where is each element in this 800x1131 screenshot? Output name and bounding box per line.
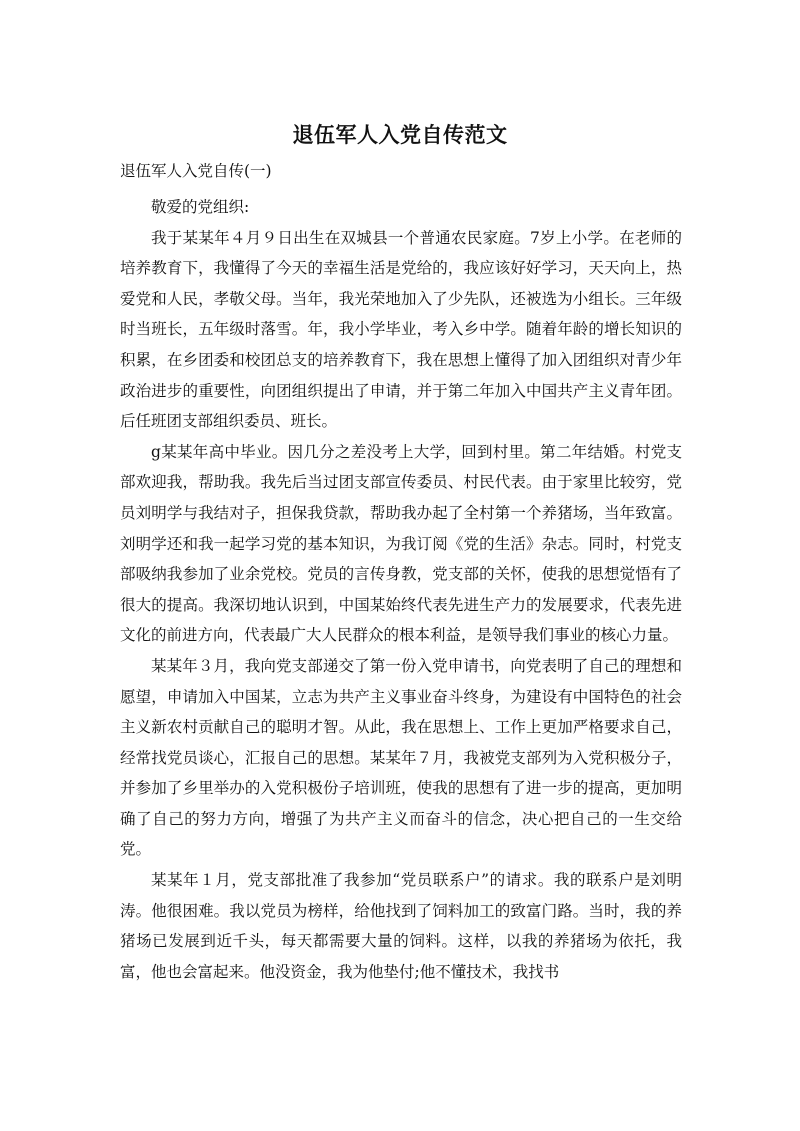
- body-paragraph: 某某年１月，党支部批准了我参加“党员联系户”的请求。我的联系户是刘明涛。他很困难。我以党员为榜样，给他找到了饲料加工的致富门路。当时，我的养猪场已发展到近千头，每天都需要大量的饲料。这样，以我的养猪场为依托，我富，他也会富起来。他没资金，我为他垫付;他不懂技术，我找书: [120, 871, 682, 981]
- body-paragraph: 某某年３月，我向党支部递交了第一份入党申请书，向党表明了自己的理想和愿望，申请加入中国某，立志为共产主义事业奋斗终身，为建设有中国特色的社会主义新农村贡献自己的聪明才智。从此，我在思想上、工作上更加严格要求自己，经常找党员谈心，汇报自己的思想。某某年７月，我被党支部列为入党积极分子，并参加了乡里举办的入党积极份子培训班，使我的思想有了进一步的提高，更加明确了自己的努力方向，增强了为共产主义而奋斗的信念，决心把自己的一生交给党。: [120, 656, 682, 859]
- body-paragraph: g某某年高中毕业。因几分之差没考上大学，回到村里。第二年结婚。村党支部欢迎我，帮助我。我先后当过团支部宣传委员、村民代表。由于家里比较穷，党员刘明学与我结对子，担保我贷款，帮助我办起了全村第一个养猪场，当年致富。刘明学还和我一起学习党的基本知识，为我订阅《党的生活》杂志。同时，村党支部吸纳我参加了业余党校。党员的言传身教，党支部的关怀，使我的思想觉悟有了很大的提高。我深切地认识到，中国某始终代表先进生产力的发展要求，代表先进文化的前进方向，代表最广大人民群众的根本利益，是领导我们事业的核心力量。: [120, 442, 682, 645]
- document-subtitle: 退伍军人入党自传(一): [120, 162, 272, 180]
- document-title: 退伍军人入党自传范文: [292, 123, 508, 147]
- salutation-paragraph: 敬爱的党组织:: [151, 198, 250, 216]
- body-paragraph: 我于某某年４月９日出生在双城县一个普通农民家庭。7岁上小学。在老师的培养教育下，我懂得了今天的幸福生活是党给的，我应该好好学习，天天向上，热爱党和人民，孝敬父母。当年，我光荣地加入了少先队，还被选为小组长。三年级时当班长，五年级时落雪。年，我小学毕业，考入乡中学。随着年龄的增长知识的积累，在乡团委和校团总支的培养教育下，我在思想上懂得了加入团组织对青少年政治进步的重要性，向团组织提出了申请，并于第二年加入中国共产主义青年团。后任班团支部组织委员、班长。: [120, 228, 682, 431]
- document-body: [120, 192, 682, 987]
